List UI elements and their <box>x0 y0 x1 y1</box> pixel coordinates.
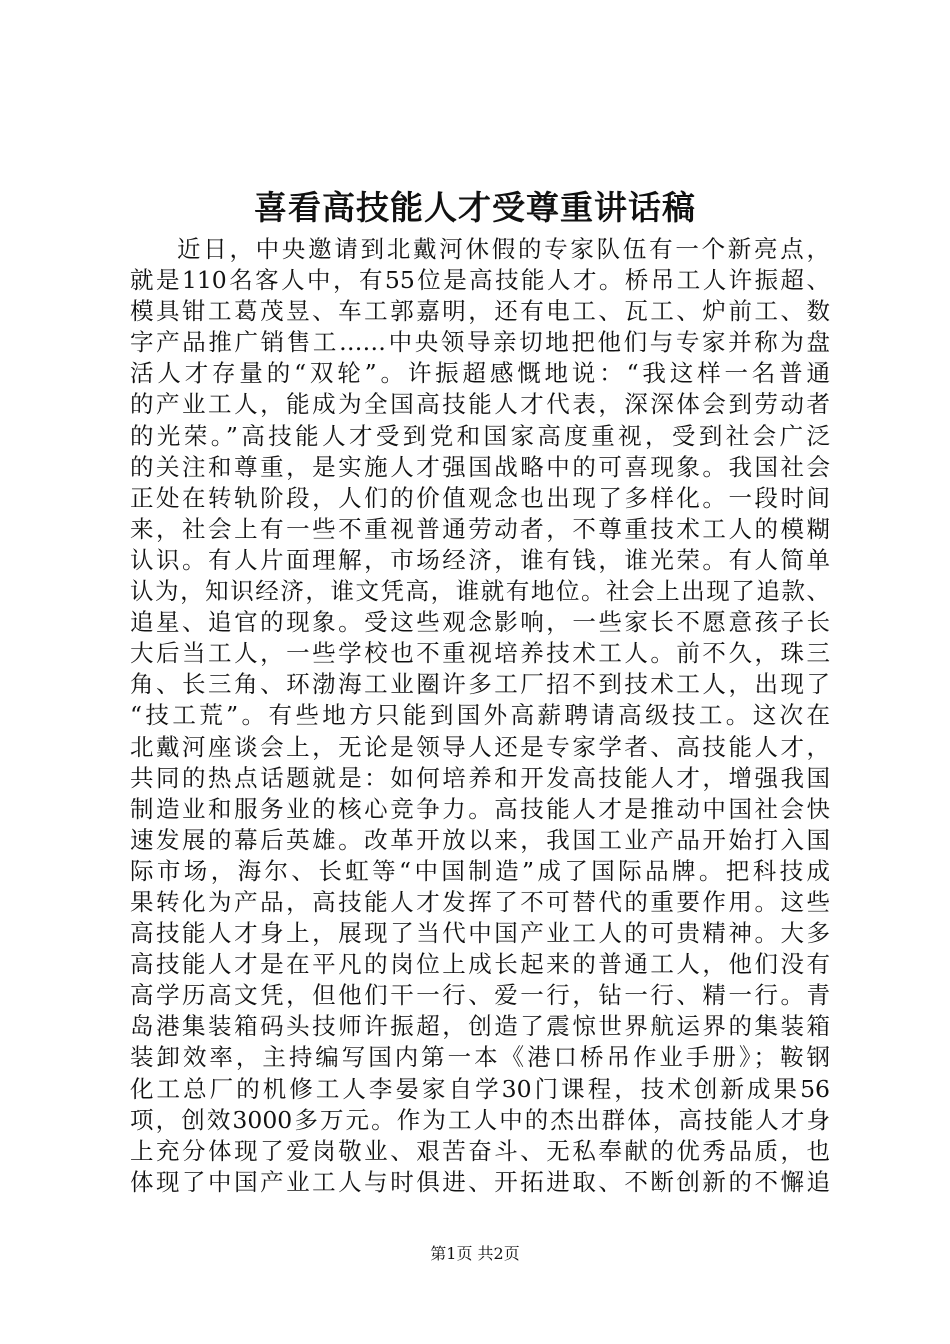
body-line: 认识。有人片面理解，市场经济，谁有钱，谁光荣。有人简单 <box>130 545 830 574</box>
body-line: 就是110名客人中，有55位是高技能人才。桥吊工人许振超、 <box>130 266 830 295</box>
body-line: 装卸效率，主持编写国内第一本《港口桥吊作业手册》；鞍钢 <box>130 1043 830 1072</box>
body-line: 的产业工人，能成为全国高技能人才代表，深深体会到劳动者 <box>130 390 830 419</box>
body-line: 速发展的幕后英雄。改革开放以来，我国工业产品开始打入国 <box>130 825 830 854</box>
body-line: 模具钳工葛茂昱、车工郭嘉明，还有电工、瓦工、炉前工、数 <box>130 297 830 326</box>
document-title: 喜看高技能人才受尊重讲话稿 <box>254 188 696 227</box>
body-line: 岛港集装箱码头技师许振超，创造了震惊世界航运界的集装箱 <box>130 1012 830 1041</box>
body-line: “技工荒”。有些地方只能到国外高薪聘请高级技工。这次在 <box>130 701 830 730</box>
body-line: 上充分体现了爱岗敬业、艰苦奋斗、无私奉献的优秀品质，也 <box>130 1136 830 1165</box>
body-line: 认为，知识经济，谁文凭高，谁就有地位。社会上出现了追款、 <box>130 577 830 606</box>
body-line: 制造业和服务业的核心竞争力。高技能人才是推动中国社会快 <box>130 794 830 823</box>
body-line: 果转化为产品，高技能人才发挥了不可替代的重要作用。这些 <box>130 887 830 916</box>
body-line: 北戴河座谈会上，无论是领导人还是专家学者、高技能人才， <box>130 732 830 761</box>
body-line: 体现了中国产业工人与时俱进、开拓进取、不断创新的不懈追 <box>130 1167 830 1196</box>
body-line: 大后当工人，一些学校也不重视培养技术工人。前不久，珠三 <box>130 639 830 668</box>
body-line: 的关注和尊重，是实施人才强国战略中的可喜现象。我国社会 <box>130 452 830 481</box>
body-line: 活人才存量的“双轮”。许振超感慨地说：“我这样一名普通 <box>130 359 830 388</box>
body-line: 角、长三角、环渤海工业圈许多工厂招不到技术工人，出现了 <box>130 670 830 699</box>
page-indicator: 第1页 共2页 <box>430 1244 520 1263</box>
body-line: 高学历高文凭，但他们干一行、爱一行，钻一行、精一行。青 <box>130 981 830 1010</box>
body-line: 来，社会上有一些不重视普通劳动者，不尊重技术工人的模糊 <box>130 514 830 543</box>
body-line: 的光荣。”高技能人才受到党和国家高度重视，受到社会广泛 <box>130 421 830 450</box>
body-line: 共同的热点话题就是：如何培养和开发高技能人才，增强我国 <box>130 763 830 792</box>
body-line: 字产品推广销售工……中央领导亲切地把他们与专家并称为盘 <box>130 328 830 357</box>
body-line: 追星、追官的现象。受这些观念影响，一些家长不愿意孩子长 <box>130 608 830 637</box>
body-line: 际市场，海尔、长虹等“中国制造”成了国际品牌。把科技成 <box>130 856 830 885</box>
body-line: 项，创效3000多万元。作为工人中的杰出群体，高技能人才身 <box>130 1105 830 1134</box>
body-line: 正处在转轨阶段，人们的价值观念也出现了多样化。一段时间 <box>130 483 830 512</box>
body-line: 近日，中央邀请到北戴河休假的专家队伍有一个新亮点， <box>177 235 830 263</box>
body-line: 高技能人才身上，展现了当代中国产业工人的可贵精神。大多 <box>130 919 830 948</box>
body-line: 高技能人才是在平凡的岗位上成长起来的普通工人，他们没有 <box>130 950 830 979</box>
document-body <box>130 234 830 1198</box>
body-line: 化工总厂的机修工人李晏家自学30门课程，技术创新成果56 <box>130 1074 830 1103</box>
